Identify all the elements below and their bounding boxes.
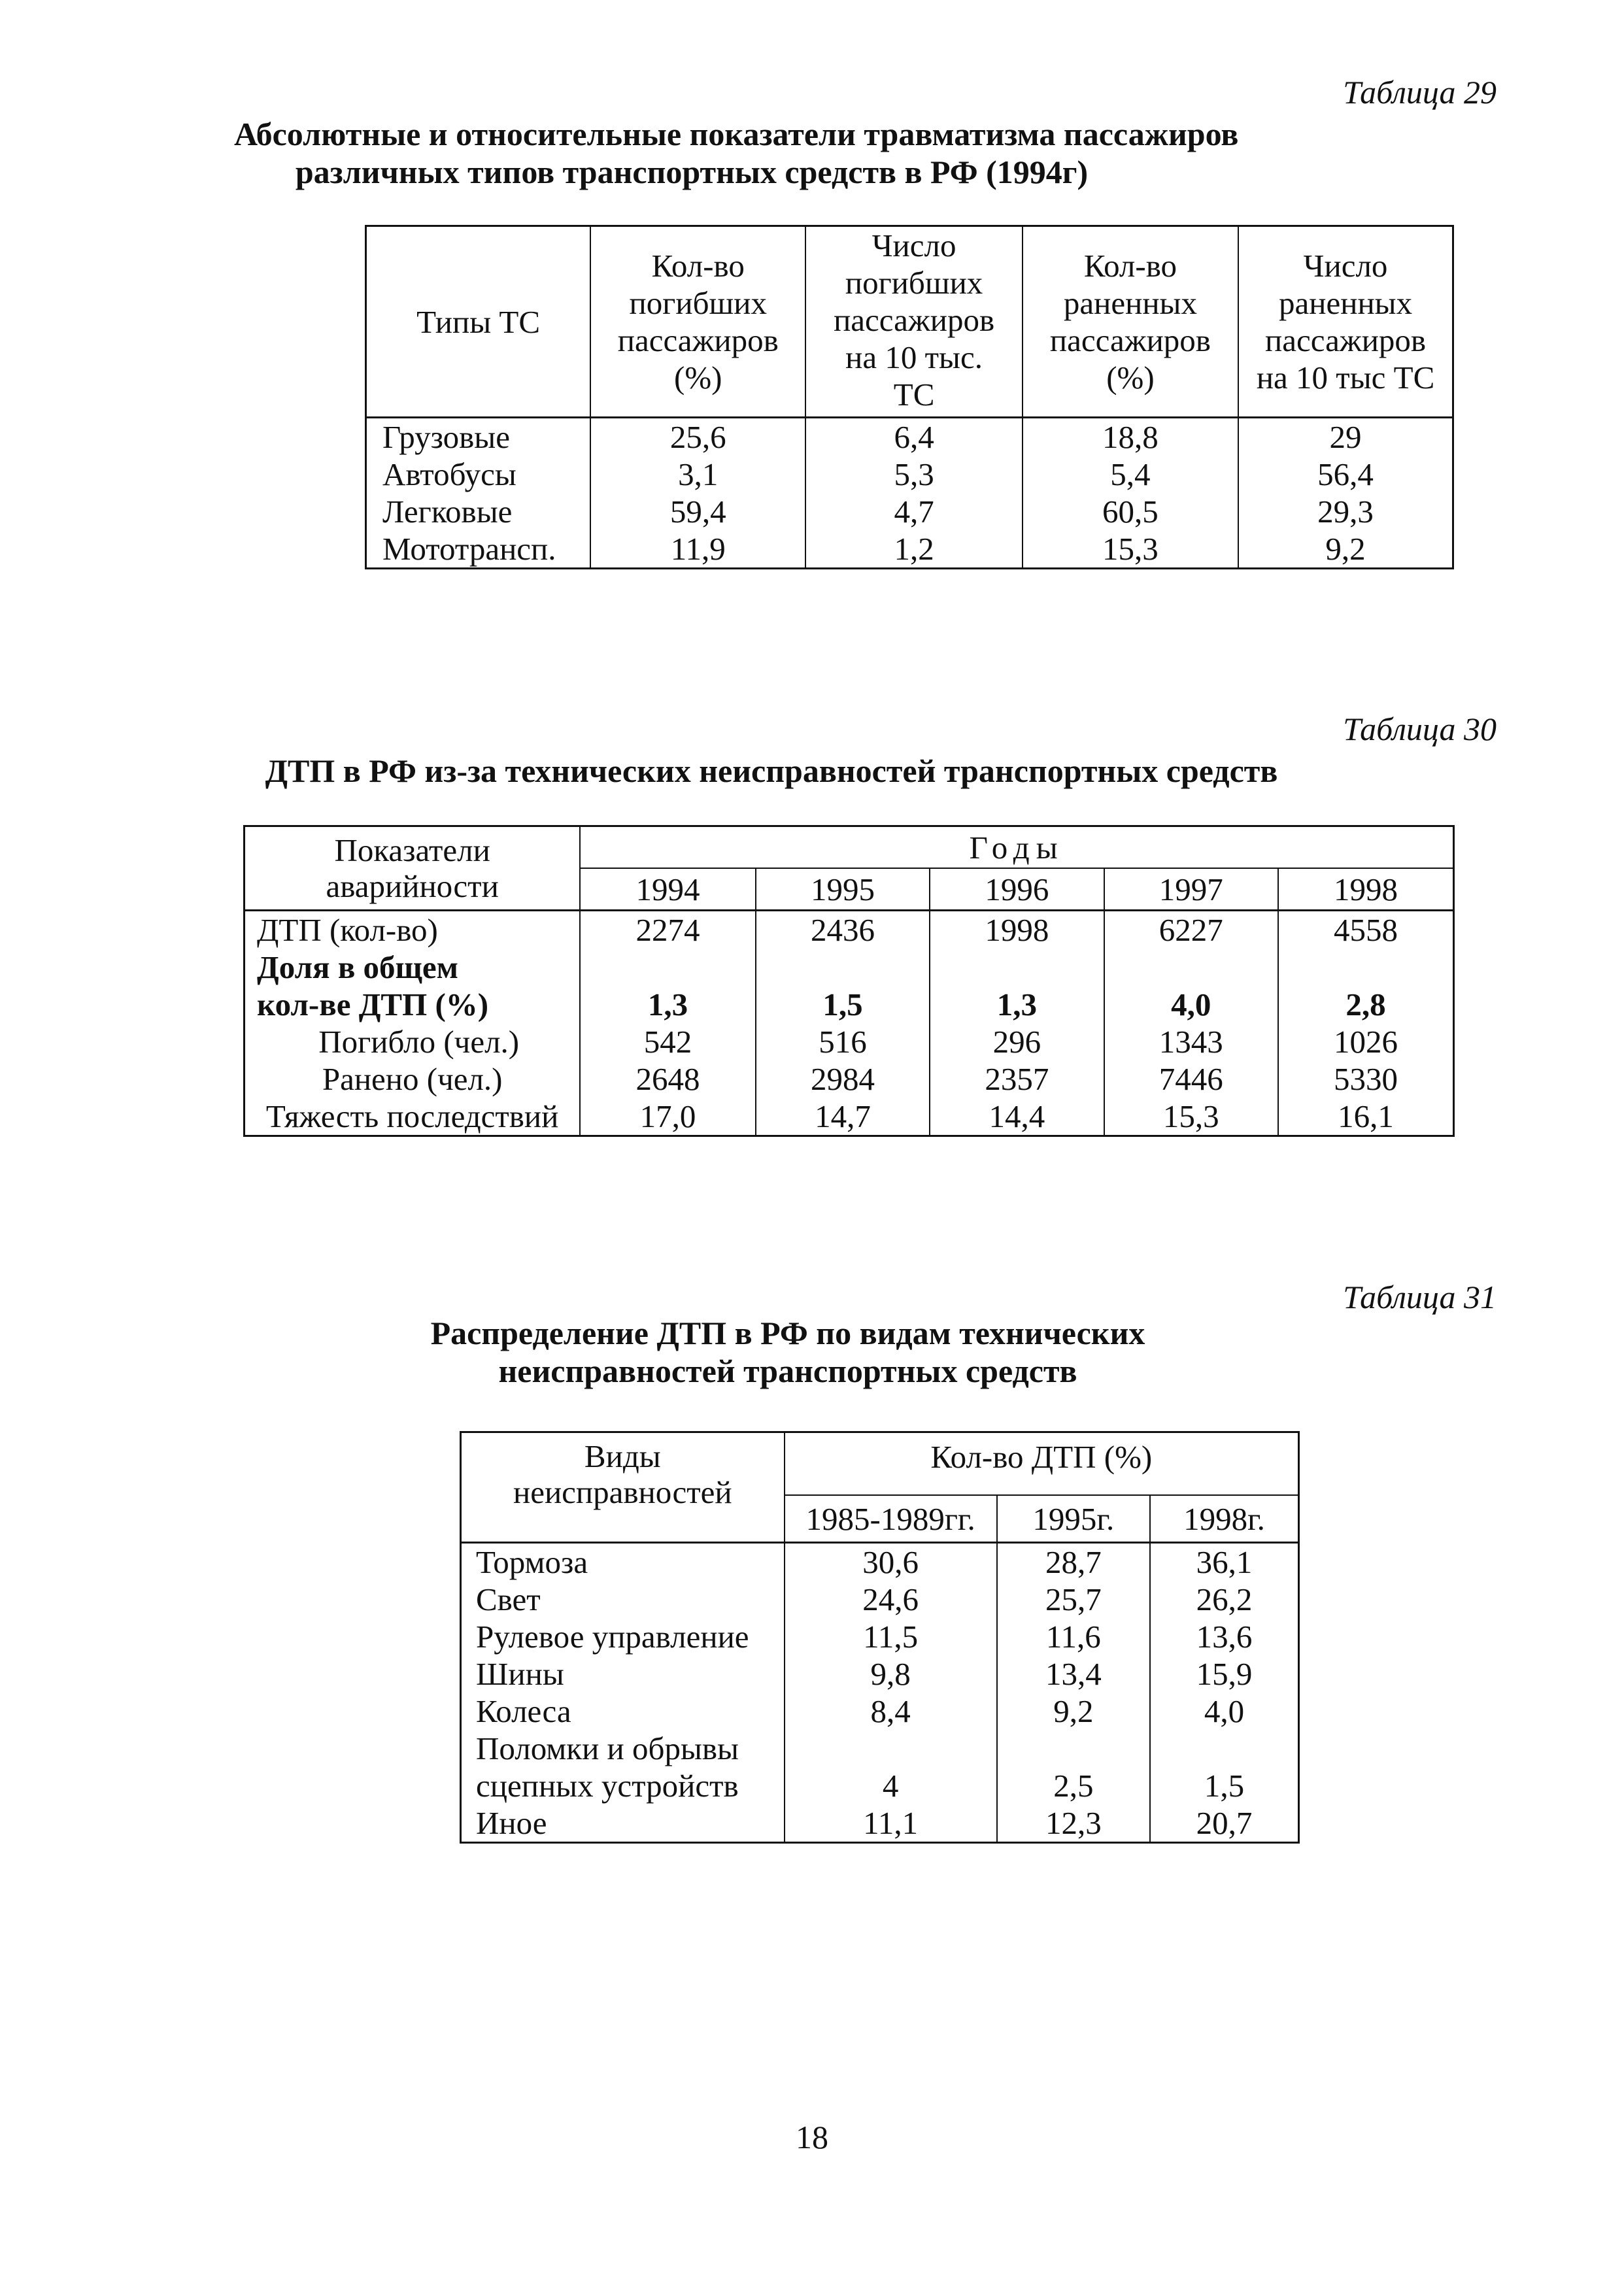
table31-header-row xyxy=(461,1432,1299,1496)
table29-label: Таблица 29 xyxy=(1343,74,1497,110)
table31-title: Распределение ДТП в РФ по видам технических неисправностей транспортных средств xyxy=(430,1315,1145,1389)
table-row: сцепных устройств 4 2,5 1,5 xyxy=(461,1767,1299,1804)
table29-header-killed-per10k: Число погибших пассажиров на 10 тыс. ТС xyxy=(805,226,1022,418)
table-row: Грузовые 25,6 6,4 18,8 29 xyxy=(366,418,1453,456)
table-row: кол-ве ДТП (%) 1,3 1,5 1,3 4,0 2,8 xyxy=(245,986,1454,1023)
table31-header-kind: Виды неисправностей xyxy=(461,1432,785,1543)
table-row: Ранено (чел.) 2648 2984 2357 7446 5330 xyxy=(245,1060,1454,1098)
table-row: Рулевое управление 11,5 11,6 13,6 xyxy=(461,1618,1299,1655)
table-row: Иное 11,1 12,3 20,7 xyxy=(461,1804,1299,1843)
table-row: Шины 9,8 13,4 15,9 xyxy=(461,1655,1299,1693)
table-row: Автобусы 3,1 5,3 5,4 56,4 xyxy=(366,456,1453,493)
table29-title-line2: различных типов транспортных средств в РФ (1994г) xyxy=(295,154,1089,190)
table-row: Поломки и обрывы xyxy=(461,1730,1299,1767)
table30-years-row: 1994 1995 1996 1997 1998 xyxy=(245,868,1454,911)
table-row: Колеса 8,4 9,2 4,0 xyxy=(461,1693,1299,1730)
table29-title-line1: Абсолютные и относительные показатели травматизма пассажиров xyxy=(234,116,1239,152)
table30 xyxy=(243,825,1455,1137)
table30-header-param: Показатели аварийности xyxy=(245,826,581,911)
table29-header-killed-pct: Кол-во погибших пассажиров (%) xyxy=(590,226,805,418)
table-row: Тяжесть последствий 17,0 14,7 14,4 15,3 16,1 xyxy=(245,1098,1454,1136)
table29-header-injured-per10k: Число раненных пассажиров на 10 тыс ТС xyxy=(1238,226,1453,418)
page-number: 18 xyxy=(796,2119,828,2155)
table31-label: Таблица 31 xyxy=(1343,1279,1497,1315)
table30-label: Таблица 30 xyxy=(1343,711,1497,747)
table31 xyxy=(460,1431,1300,1844)
table30-title: ДТП в РФ из-за технических неисправностей транспортных средств xyxy=(265,752,1278,789)
table29 xyxy=(365,225,1454,569)
table29-header-injured-pct: Кол-во раненных пассажиров (%) xyxy=(1023,226,1238,418)
table-row: Легковые 59,4 4,7 60,5 29,3 xyxy=(366,493,1453,530)
table-row: Погибло (чел.) 542 516 296 1343 1026 xyxy=(245,1023,1454,1060)
table-row: Доля в общем xyxy=(245,949,1454,986)
table31-header-count: Кол-во ДТП (%) xyxy=(785,1432,1299,1496)
table30-header-row xyxy=(245,826,1454,869)
table-row: Тормоза 30,6 28,7 36,1 xyxy=(461,1543,1299,1581)
table-row: ДТП (кол-во) 2274 2436 1998 6227 4558 xyxy=(245,911,1454,949)
table30-header-years: Годы xyxy=(580,826,1453,869)
table29-header-row xyxy=(366,226,1453,418)
table29-header-type: Типы ТС xyxy=(366,226,591,418)
table-row: Свет 24,6 25,7 26,2 xyxy=(461,1581,1299,1618)
table31-periods-row: 1985-1989гг. 1995г. 1998г. xyxy=(461,1495,1299,1543)
table29-title xyxy=(234,115,1239,191)
table-row: Мототрансп. 11,9 1,2 15,3 9,2 xyxy=(366,530,1453,569)
